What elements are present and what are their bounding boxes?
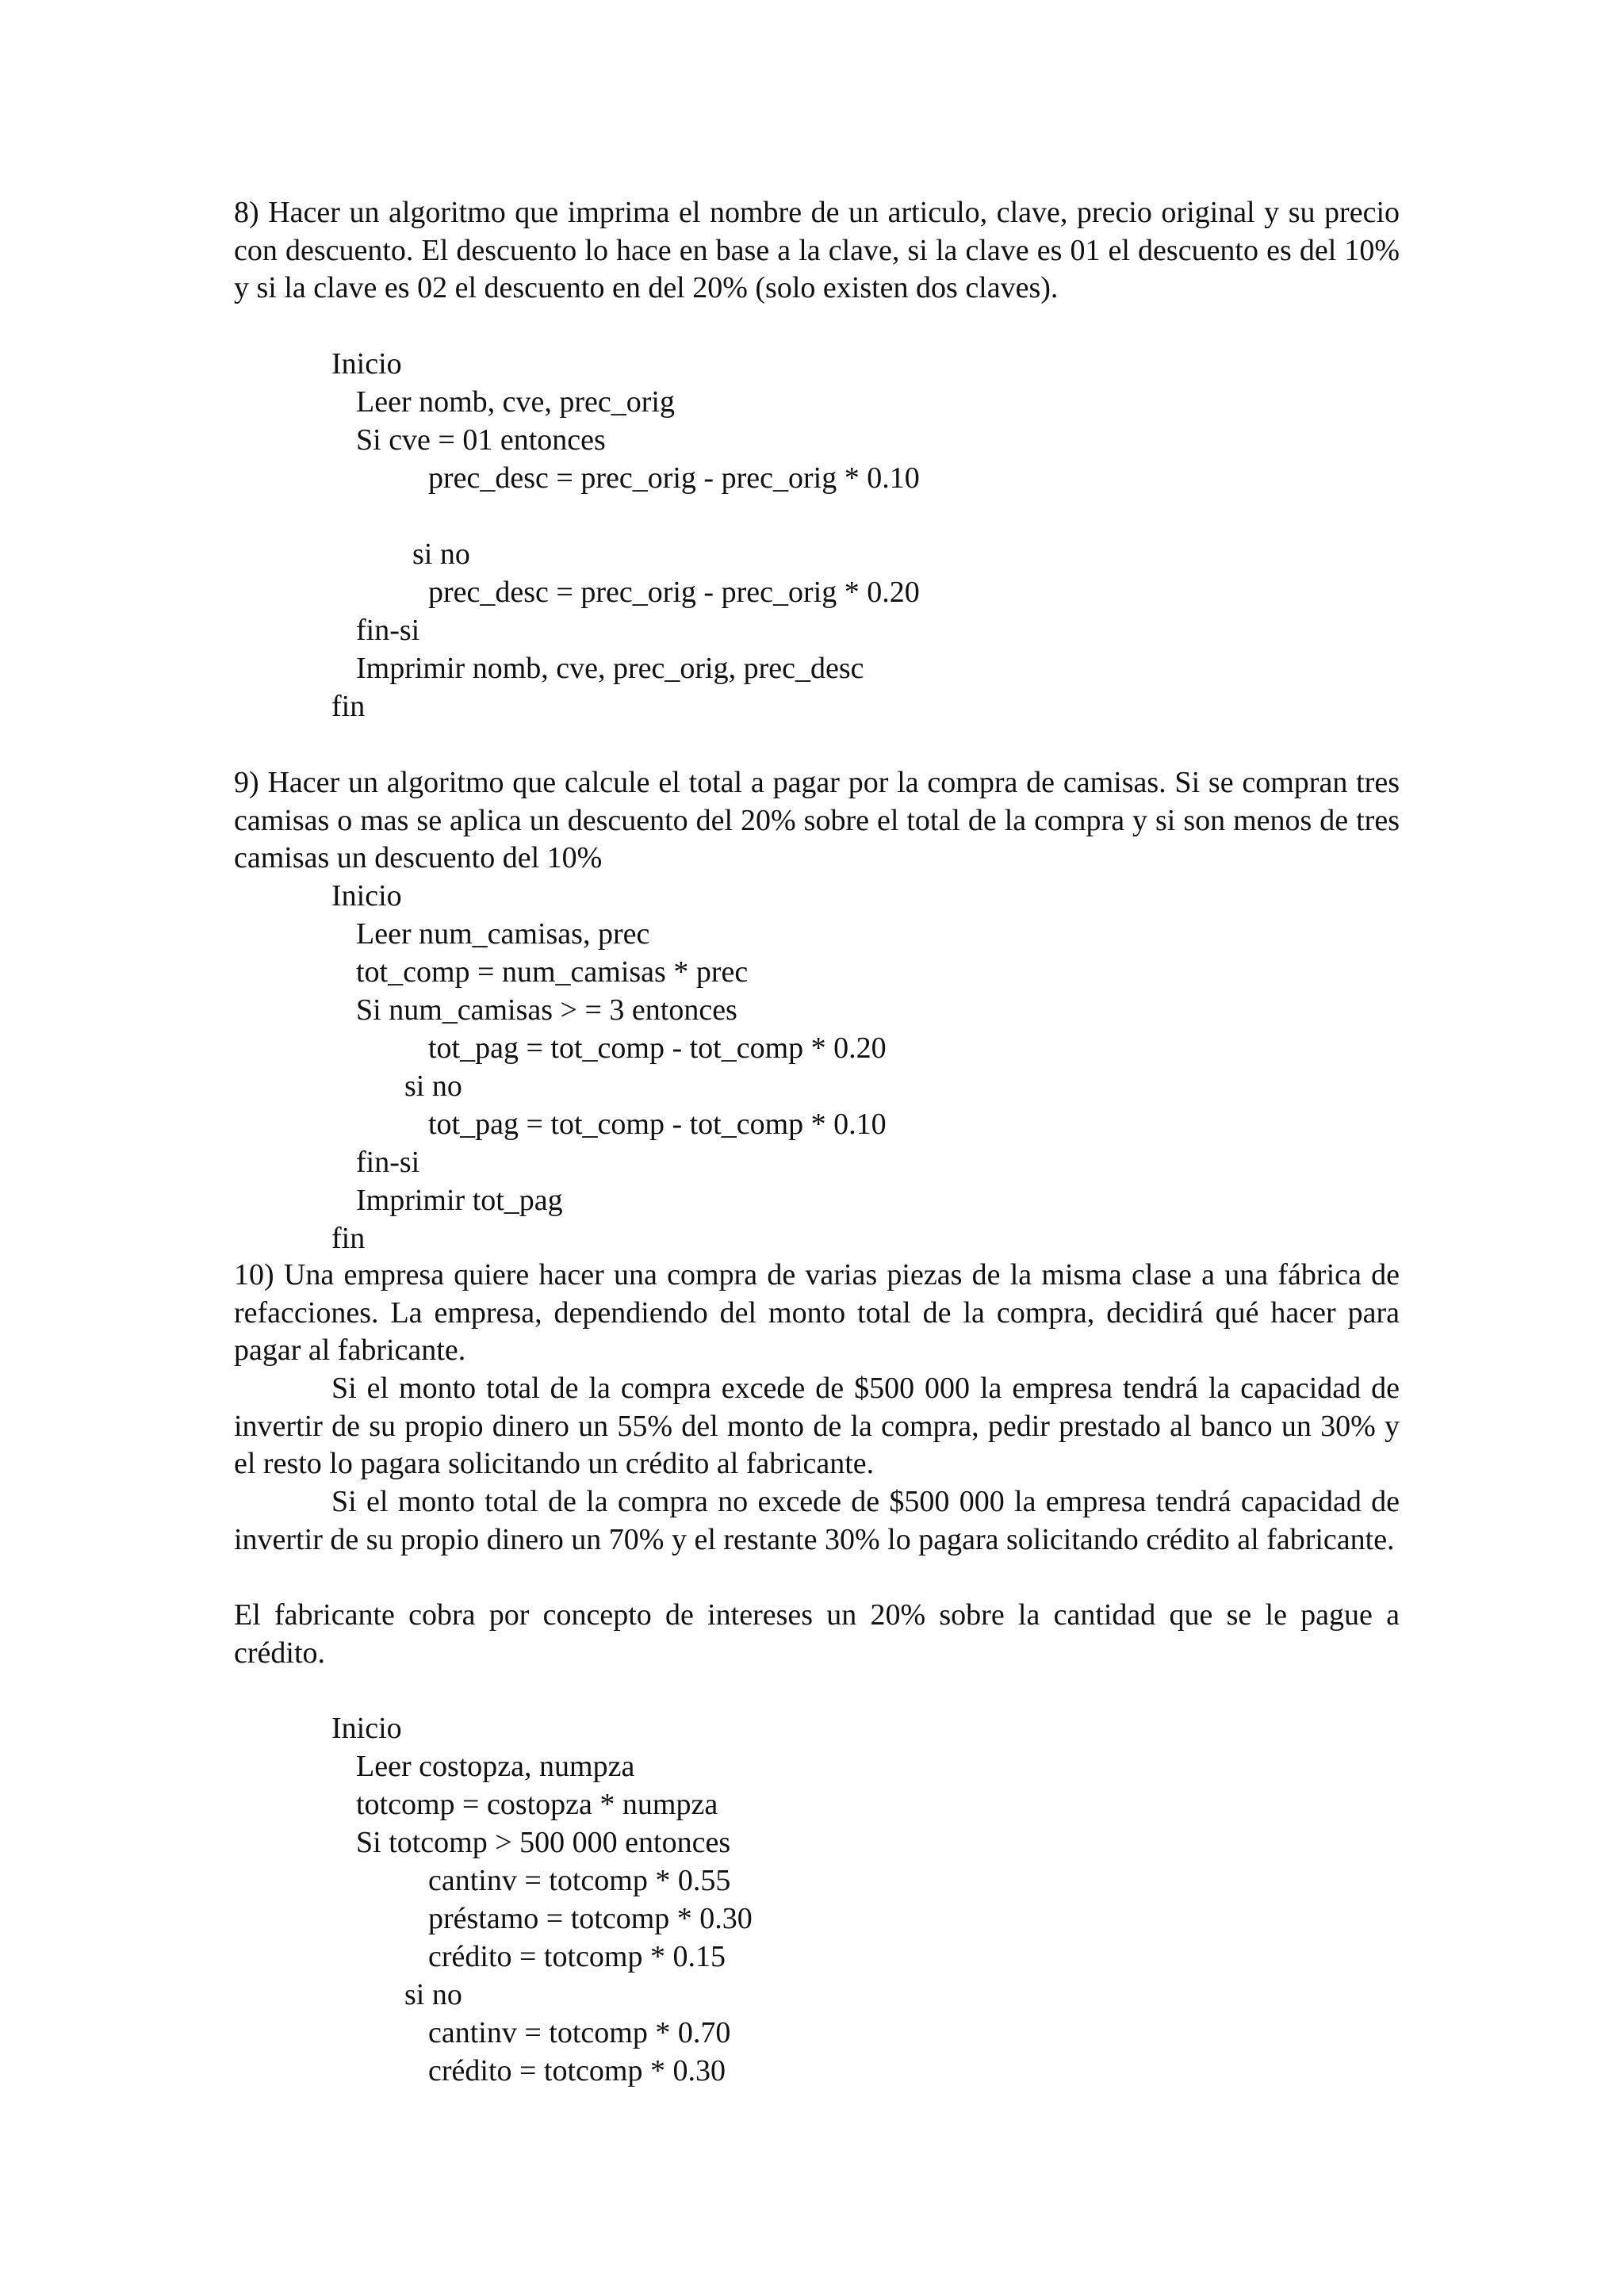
p8-code-line-4: prec_desc = prec_orig - prec_orig * 0.10 bbox=[428, 461, 920, 495]
p9-code-line-8: fin-si bbox=[356, 1146, 420, 1179]
p10-code-line-2: Leer costopza, numpza bbox=[356, 1750, 635, 1783]
p9-code-line-9: Imprimir tot_pag bbox=[356, 1184, 563, 1217]
p8-code-line-3: Si cve = 01 entonces bbox=[356, 423, 606, 457]
p9-code-line-2: Leer num_camisas, prec bbox=[356, 917, 650, 951]
p9-code-line-6: si no bbox=[404, 1070, 462, 1103]
p8-code-line-8: Imprimir nomb, cve, prec_orig, prec_desc bbox=[356, 652, 864, 685]
p9-code-line-4: Si num_camisas > = 3 entonces bbox=[356, 993, 737, 1027]
p9-code-line-1: Inicio bbox=[331, 879, 402, 913]
p9-code-line-5: tot_pag = tot_comp - tot_comp * 0.20 bbox=[428, 1031, 887, 1065]
problem-8-statement: 8) Hacer un algoritmo que imprima el nombre de un articulo, clave, precio original y su precio con descuento. El descuento lo hace en base a la clave, si la clave es 01 el descuento es del 10% y si la clave es 02 el descuento en del 20% (solo existen dos claves). bbox=[234, 196, 1400, 304]
p8-code-line-1: Inicio bbox=[331, 347, 402, 381]
p8-code-line-9: fin bbox=[331, 690, 366, 723]
problem-9-statement: 9) Hacer un algoritmo que calcule el total a pagar por la compra de camisas. Si se compran tres camisas o mas se aplica un descuento del 20% sobre el total de la compra y si son menos de tres camisas un descuento del 10% bbox=[234, 766, 1400, 874]
p10-code-line-1: Inicio bbox=[331, 1712, 402, 1745]
problem-10-paragraph-4: El fabricante cobra por concepto de intereses un 20% sobre la cantidad que se le pague a crédito. bbox=[234, 1598, 1400, 1670]
p8-code-line-7: fin-si bbox=[356, 614, 420, 647]
p10-code-line-3: totcomp = costopza * numpza bbox=[356, 1788, 718, 1821]
p10-code-line-9: cantinv = totcomp * 0.70 bbox=[428, 2016, 731, 2049]
problem-10-paragraph-1: 10) Una empresa quiere hacer una compra de varias piezas de la misma clase a una fábrica de refacciones. La empresa, dependiendo del monto total de la compra, decidirá qué hacer para pagar al fabricante. bbox=[234, 1258, 1400, 1367]
problem-10-paragraph-3: Si el monto total de la compra no excede de $500 000 la empresa tendrá capacidad de invertir de su propio dinero un 70% y el restante 30% lo pagara solicitando crédito al fabricante. bbox=[234, 1485, 1400, 1556]
p8-code-line-6: prec_desc = prec_orig - prec_orig * 0.20 bbox=[428, 576, 920, 609]
p10-code-line-4: Si totcomp > 500 000 entonces bbox=[356, 1826, 731, 1859]
p9-code-line-3: tot_comp = num_camisas * prec bbox=[356, 955, 749, 989]
p10-code-line-8: si no bbox=[404, 1978, 462, 2011]
p10-code-line-7: crédito = totcomp * 0.15 bbox=[428, 1940, 726, 1973]
p10-code-line-5: cantinv = totcomp * 0.55 bbox=[428, 1864, 731, 1897]
p9-code-line-10: fin bbox=[331, 1222, 366, 1255]
p9-code-line-7: tot_pag = tot_comp - tot_comp * 0.10 bbox=[428, 1108, 887, 1141]
problem-10-paragraph-2: Si el monto total de la compra excede de $500 000 la empresa tendrá la capacidad de invertir de su propio dinero un 55% del monto de la compra, pedir prestado al banco un 30% y el resto lo pagara solicitando un crédito al fabricante. bbox=[234, 1372, 1400, 1480]
p10-code-line-10: crédito = totcomp * 0.30 bbox=[428, 2054, 726, 2087]
p10-code-line-6: préstamo = totcomp * 0.30 bbox=[428, 1902, 753, 1935]
p8-code-line-5: si no bbox=[412, 538, 470, 571]
p8-code-line-2: Leer nomb, cve, prec_orig bbox=[356, 385, 675, 419]
